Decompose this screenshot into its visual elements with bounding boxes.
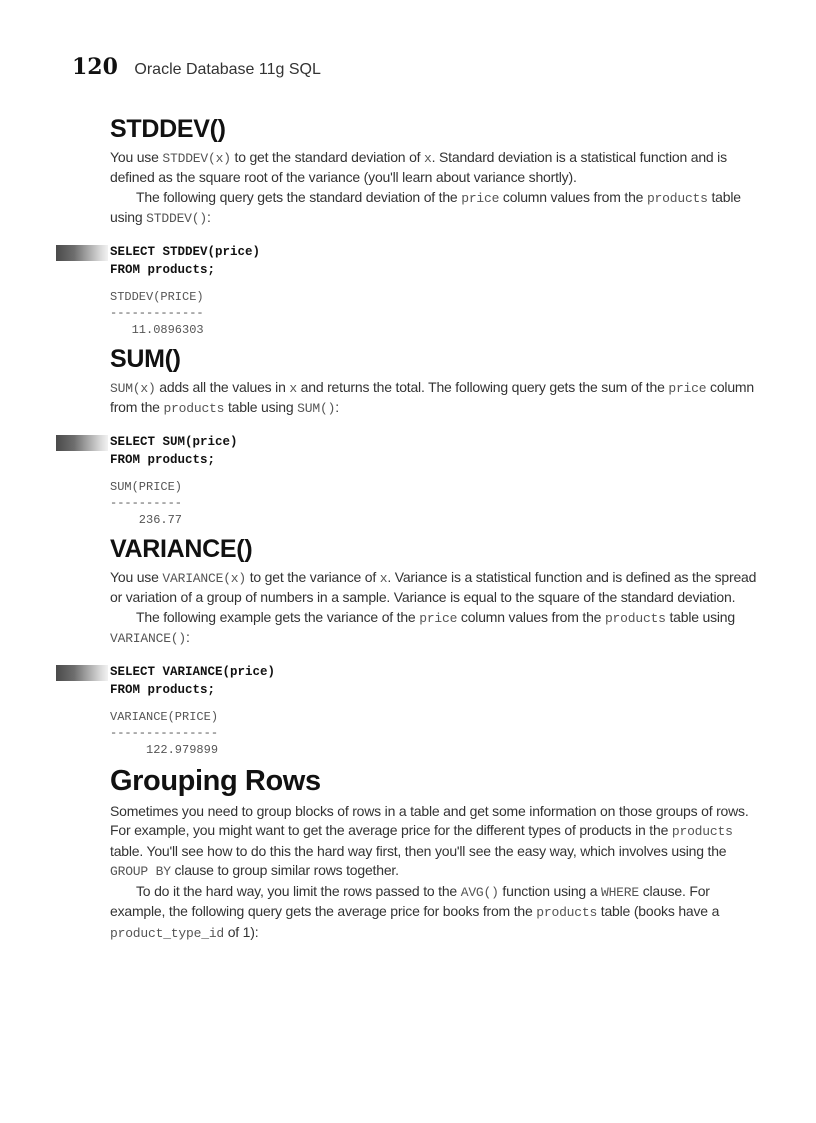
sum-result	[110, 479, 760, 529]
result-line: 236.77	[110, 512, 183, 527]
code-line: FROM products;	[110, 262, 216, 277]
sum-code-block	[110, 433, 760, 469]
inline-code: VARIANCE()	[110, 631, 187, 646]
section-grouping-rows	[110, 766, 760, 943]
book-title: Oracle Database 11g SQL	[134, 61, 321, 78]
inline-code: AVG()	[460, 884, 499, 900]
code-marker-icon	[56, 435, 108, 451]
code-line: SELECT VARIANCE(price)	[110, 664, 276, 679]
code-line: FROM products;	[110, 452, 216, 467]
inline-code: VARIANCE(x)	[162, 570, 247, 586]
stddev-paragraph-2: The following query gets the standard deviation of the price column values from the products table using STDDEV():	[110, 188, 741, 226]
inline-code: products	[163, 401, 225, 416]
inline-code: GROUP BY	[110, 864, 171, 880]
variance-code-block	[110, 663, 760, 699]
inline-code: products	[536, 905, 598, 921]
inline-code: price	[461, 190, 500, 206]
inline-code: products	[671, 824, 733, 840]
section-stddev	[110, 116, 760, 338]
heading-stddev: STDDEV()	[110, 115, 226, 143]
inline-code: price	[419, 610, 458, 626]
inline-code: price	[668, 380, 707, 396]
result-line: -------------	[110, 306, 204, 320]
code-marker-icon	[56, 665, 108, 681]
result-line: VARIANCE(PRICE)	[110, 709, 219, 724]
sum-paragraph-1: SUM(x) adds all the values in x and returns the total. The following query gets the sum of the price column from the products table using SUM():	[110, 378, 754, 416]
inline-code: product_type_id	[110, 925, 225, 941]
result-line: 11.0896303	[110, 322, 204, 337]
section-sum	[110, 346, 760, 528]
stddev-result	[110, 289, 760, 339]
inline-code: products	[646, 190, 708, 206]
stddev-code-block	[110, 243, 760, 279]
variance-paragraph-1: You use VARIANCE(x) to get the variance of x. Variance is a statistical function and is defined as the spread or variation of a group of numbers in a sample. Variance is equal to the square of the standard deviation.	[110, 568, 757, 605]
result-line: SUM(PRICE)	[110, 479, 183, 494]
inline-code: SUM(x)	[110, 380, 156, 396]
page-content	[110, 116, 760, 947]
code-line: FROM products;	[110, 682, 216, 697]
code-line: SELECT STDDEV(price)	[110, 244, 261, 259]
inline-code: x	[379, 570, 388, 586]
result-line: ---------------	[110, 726, 219, 740]
page-number: 120	[72, 54, 118, 80]
result-line: ----------	[110, 496, 183, 510]
result-line: 122.979899	[110, 742, 219, 757]
code-marker-icon	[56, 245, 108, 261]
code-line: SELECT SUM(price)	[110, 434, 238, 449]
inline-code: products	[604, 610, 666, 626]
page-header	[72, 54, 321, 90]
result-line: STDDEV(PRICE)	[110, 289, 204, 304]
inline-code: x	[424, 150, 432, 166]
stddev-paragraph-1: You use STDDEV(x) to get the standard deviation of x. Standard deviation is a statistical function and is defined as the square root of the variance (you'll learn about variance shortly).	[110, 148, 727, 185]
variance-paragraph-2: The following example gets the variance of the price column values from the products table using VARIANCE():	[110, 608, 735, 646]
variance-result	[110, 709, 760, 759]
heading-variance: VARIANCE()	[110, 535, 253, 563]
grouping-paragraph-1: Sometimes you need to group blocks of rows in a table and get some information on those groups of rows. For example, you might want to get the average price for the different types of products in the products table. You'll see how to do this the hard way first, then you'll see the easy way, which involves using the GROUP BY clause to group similar rows together.	[110, 802, 749, 880]
heading-grouping-rows: Grouping Rows	[110, 765, 321, 797]
inline-code: STDDEV(x)	[162, 150, 231, 166]
inline-code: STDDEV()	[146, 211, 207, 226]
grouping-paragraph-2: To do it the hard way, you limit the rows passed to the AVG() function using a WHERE clause. For example, the following query gets the average price for books from the products table (books have a product_type_id of 1):	[110, 882, 720, 941]
heading-sum: SUM()	[110, 345, 181, 373]
section-variance	[110, 536, 760, 758]
inline-code: WHERE	[600, 884, 639, 900]
inline-code: SUM()	[297, 401, 336, 416]
inline-code: x	[289, 380, 297, 396]
